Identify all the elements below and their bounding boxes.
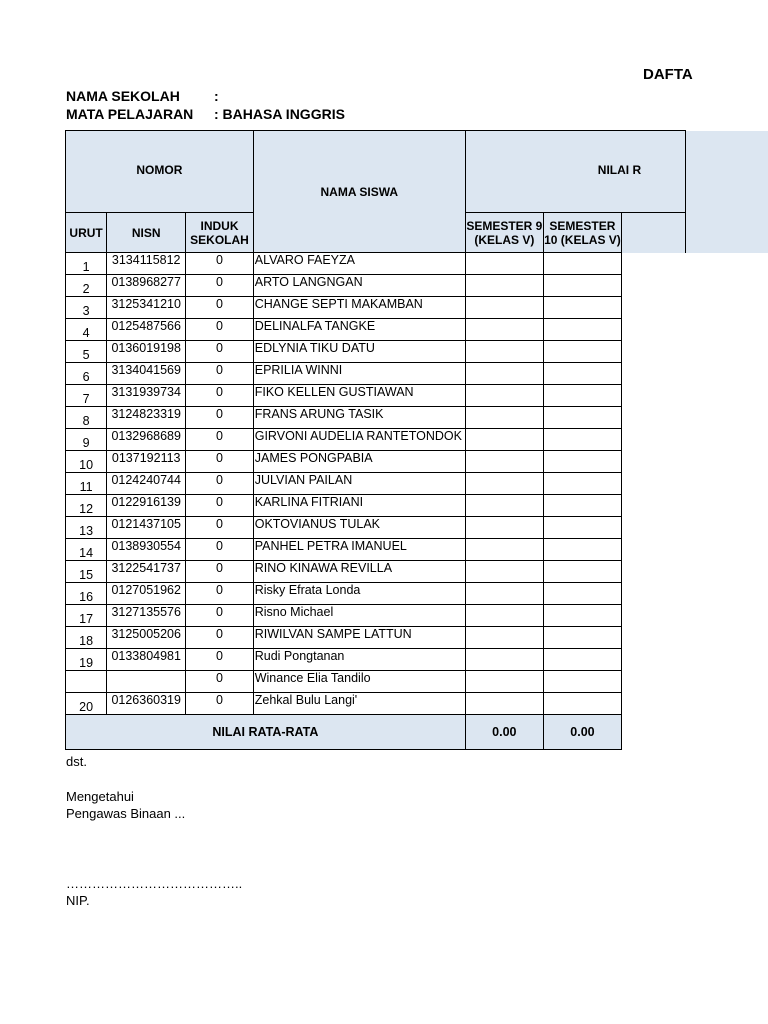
cell-nisn: 3124823319	[107, 407, 186, 429]
cell-nama: EPRILIA WINNI	[253, 363, 465, 385]
header-induk-sekolah: INDUK SEKOLAH	[186, 213, 253, 253]
header-nomor: NOMOR	[66, 131, 254, 213]
cell-induk: 0	[186, 297, 253, 319]
meta-subject-label: MATA PELAJARAN	[66, 106, 194, 122]
cell-nama: Risno Michael	[253, 605, 465, 627]
cell-extra	[621, 539, 685, 561]
cell-induk: 0	[186, 649, 253, 671]
header-semester-9: SEMESTER 9 (KELAS V)	[465, 213, 543, 253]
cell-extra	[621, 473, 685, 495]
table-row	[66, 495, 686, 517]
table-row	[66, 451, 686, 473]
cell-nama: ARTO LANGNGAN	[253, 275, 465, 297]
cell-semester-9	[465, 275, 543, 297]
cell-nisn: 0136019198	[107, 341, 186, 363]
header-semester-10: SEMESTER 10 (KELAS V)	[543, 213, 621, 253]
cell-nama: PANHEL PETRA IMANUEL	[253, 539, 465, 561]
cell-nama: Zehkal Bulu Langi'	[253, 693, 465, 715]
cell-semester-10	[543, 649, 621, 671]
grade-table-container	[65, 130, 686, 750]
cell-semester-10	[543, 517, 621, 539]
cell-extra	[621, 495, 685, 517]
cell-semester-10	[543, 385, 621, 407]
cell-induk: 0	[186, 605, 253, 627]
cell-nisn: 0132968689	[107, 429, 186, 451]
cell-induk: 0	[186, 627, 253, 649]
cell-nama: EDLYNIA TIKU DATU	[253, 341, 465, 363]
cell-semester-10	[543, 495, 621, 517]
cell-urut: 3	[66, 297, 107, 319]
meta-subject-value: : BAHASA INGGRIS	[214, 106, 345, 122]
cell-urut: 9	[66, 429, 107, 451]
cell-semester-9	[465, 385, 543, 407]
header-nisn: NISN	[107, 213, 186, 253]
table-body	[66, 253, 686, 715]
footer-note: dst.	[66, 754, 87, 769]
header-nilai: NILAI R	[465, 131, 685, 213]
cell-urut: 13	[66, 517, 107, 539]
table-row	[66, 561, 686, 583]
table-row	[66, 385, 686, 407]
cell-semester-9	[465, 319, 543, 341]
cell-semester-10	[543, 451, 621, 473]
cell-semester-10	[543, 429, 621, 451]
cell-extra	[621, 561, 685, 583]
cell-nisn	[107, 671, 186, 693]
cell-semester-9	[465, 253, 543, 275]
average-row	[66, 715, 686, 750]
header-nama-siswa: NAMA SISWA	[253, 131, 465, 253]
table-row	[66, 407, 686, 429]
table-row	[66, 693, 686, 715]
cell-extra	[621, 429, 685, 451]
cell-urut: 1	[66, 253, 107, 275]
cell-nisn: 0133804981	[107, 649, 186, 671]
cell-semester-9	[465, 627, 543, 649]
cell-nisn: 0126360319	[107, 693, 186, 715]
cell-nisn: 0124240744	[107, 473, 186, 495]
cell-semester-10	[543, 253, 621, 275]
footer-nip: NIP.	[66, 893, 90, 908]
table-row	[66, 605, 686, 627]
average-semester-9: 0.00	[465, 715, 543, 750]
meta-school-value: :	[214, 88, 219, 104]
signature-line: …………………………………..	[66, 876, 243, 891]
cell-extra	[621, 319, 685, 341]
cell-induk: 0	[186, 517, 253, 539]
cell-nama: GIRVONI AUDELIA RANTETONDOK	[253, 429, 465, 451]
cell-nama: RIWILVAN SAMPE LATTUN	[253, 627, 465, 649]
cell-urut: 12	[66, 495, 107, 517]
cell-semester-10	[543, 627, 621, 649]
average-semester-10: 0.00	[543, 715, 621, 750]
table-row	[66, 649, 686, 671]
table-row	[66, 671, 686, 693]
cell-induk: 0	[186, 671, 253, 693]
cell-nama: CHANGE SEPTI MAKAMBAN	[253, 297, 465, 319]
cell-induk: 0	[186, 385, 253, 407]
table-row	[66, 583, 686, 605]
cell-urut: 2	[66, 275, 107, 297]
cell-semester-9	[465, 649, 543, 671]
cell-semester-9	[465, 693, 543, 715]
cell-extra	[621, 627, 685, 649]
cell-semester-9	[465, 473, 543, 495]
cell-urut: 19	[66, 649, 107, 671]
cell-semester-9	[465, 363, 543, 385]
cell-nama: Rudi Pongtanan	[253, 649, 465, 671]
average-label: NILAI RATA-RATA	[66, 715, 466, 750]
cell-nama: KARLINA FITRIANI	[253, 495, 465, 517]
cell-induk: 0	[186, 407, 253, 429]
average-extra	[621, 715, 685, 750]
cell-nisn: 3131939734	[107, 385, 186, 407]
table-row	[66, 297, 686, 319]
cell-nama: FIKO KELLEN GUSTIAWAN	[253, 385, 465, 407]
cell-nisn: 3125341210	[107, 297, 186, 319]
cell-urut: 4	[66, 319, 107, 341]
cell-semester-9	[465, 495, 543, 517]
cell-urut	[66, 671, 107, 693]
cell-induk: 0	[186, 473, 253, 495]
cell-urut: 5	[66, 341, 107, 363]
cell-induk: 0	[186, 561, 253, 583]
cell-nisn: 0121437105	[107, 517, 186, 539]
table-row	[66, 275, 686, 297]
cell-nama: ALVARO FAEYZA	[253, 253, 465, 275]
cell-nisn: 0138930554	[107, 539, 186, 561]
cell-urut: 17	[66, 605, 107, 627]
cell-extra	[621, 605, 685, 627]
cell-extra	[621, 253, 685, 275]
cell-induk: 0	[186, 253, 253, 275]
cell-semester-9	[465, 605, 543, 627]
cell-semester-10	[543, 341, 621, 363]
cell-extra	[621, 297, 685, 319]
cell-semester-9	[465, 341, 543, 363]
meta-school	[66, 88, 219, 104]
cell-extra	[621, 671, 685, 693]
cell-nisn: 0138968277	[107, 275, 186, 297]
cell-nama: DELINALFA TANGKE	[253, 319, 465, 341]
cell-semester-10	[543, 605, 621, 627]
cell-semester-9	[465, 429, 543, 451]
footer-acknowledge: Mengetahui	[66, 789, 134, 804]
cell-nisn: 3134041569	[107, 363, 186, 385]
cell-semester-9	[465, 517, 543, 539]
cell-extra	[621, 275, 685, 297]
meta-school-label: NAMA SEKOLAH	[66, 88, 180, 104]
cell-nama: Winance Elia Tandilo	[253, 671, 465, 693]
cell-induk: 0	[186, 319, 253, 341]
cell-semester-10	[543, 583, 621, 605]
meta-subject	[66, 106, 345, 122]
cell-nama: RINO KINAWA REVILLA	[253, 561, 465, 583]
cell-induk: 0	[186, 363, 253, 385]
cell-extra	[621, 583, 685, 605]
cell-extra	[621, 517, 685, 539]
cell-extra	[621, 451, 685, 473]
cell-extra	[621, 407, 685, 429]
cell-nama: FRANS ARUNG TASIK	[253, 407, 465, 429]
cell-induk: 0	[186, 275, 253, 297]
cell-semester-10	[543, 561, 621, 583]
grade-table	[65, 130, 686, 750]
cell-urut: 18	[66, 627, 107, 649]
cell-semester-9	[465, 297, 543, 319]
cell-induk: 0	[186, 495, 253, 517]
cell-semester-10	[543, 693, 621, 715]
cell-extra	[621, 341, 685, 363]
cell-nisn: 0122916139	[107, 495, 186, 517]
header-urut: URUT	[66, 213, 107, 253]
cell-nama: Risky Efrata Londa	[253, 583, 465, 605]
cell-semester-10	[543, 671, 621, 693]
cell-semester-9	[465, 671, 543, 693]
cell-urut: 14	[66, 539, 107, 561]
table-row	[66, 341, 686, 363]
table-row	[66, 539, 686, 561]
cell-semester-10	[543, 363, 621, 385]
cell-urut: 16	[66, 583, 107, 605]
cell-urut: 8	[66, 407, 107, 429]
footer-supervisor: Pengawas Binaan ...	[66, 806, 186, 821]
table-row	[66, 517, 686, 539]
document-title: DAFTA	[643, 66, 693, 83]
cell-urut: 11	[66, 473, 107, 495]
cell-nisn: 3122541737	[107, 561, 186, 583]
cell-nisn: 0127051962	[107, 583, 186, 605]
cell-nisn: 0137192113	[107, 451, 186, 473]
cell-extra	[621, 649, 685, 671]
cell-semester-9	[465, 539, 543, 561]
table-row	[66, 319, 686, 341]
cell-urut: 6	[66, 363, 107, 385]
cell-induk: 0	[186, 429, 253, 451]
table-row	[66, 253, 686, 275]
cell-nama: JAMES PONGPABIA	[253, 451, 465, 473]
cell-nisn: 3125005206	[107, 627, 186, 649]
cell-nama: OKTOVIANUS TULAK	[253, 517, 465, 539]
cell-extra	[621, 385, 685, 407]
cell-semester-10	[543, 319, 621, 341]
cell-nisn: 3127135576	[107, 605, 186, 627]
cell-semester-9	[465, 583, 543, 605]
cell-semester-10	[543, 539, 621, 561]
cell-induk: 0	[186, 539, 253, 561]
cell-nisn: 0125487566	[107, 319, 186, 341]
cell-induk: 0	[186, 583, 253, 605]
cell-induk: 0	[186, 341, 253, 363]
cell-semester-9	[465, 407, 543, 429]
header-extra	[621, 213, 685, 253]
cell-semester-10	[543, 407, 621, 429]
table-row	[66, 363, 686, 385]
cell-semester-10	[543, 473, 621, 495]
cell-urut: 10	[66, 451, 107, 473]
cell-nisn: 3134115812	[107, 253, 186, 275]
cell-semester-10	[543, 297, 621, 319]
cell-urut: 20	[66, 693, 107, 715]
cell-semester-9	[465, 561, 543, 583]
cell-extra	[621, 363, 685, 385]
cell-semester-9	[465, 451, 543, 473]
cell-induk: 0	[186, 451, 253, 473]
cell-extra	[621, 693, 685, 715]
cell-semester-10	[543, 275, 621, 297]
cell-urut: 15	[66, 561, 107, 583]
cell-urut: 7	[66, 385, 107, 407]
cell-induk: 0	[186, 693, 253, 715]
table-row	[66, 473, 686, 495]
table-row	[66, 429, 686, 451]
cell-nama: JULVIAN PAILAN	[253, 473, 465, 495]
table-row	[66, 627, 686, 649]
